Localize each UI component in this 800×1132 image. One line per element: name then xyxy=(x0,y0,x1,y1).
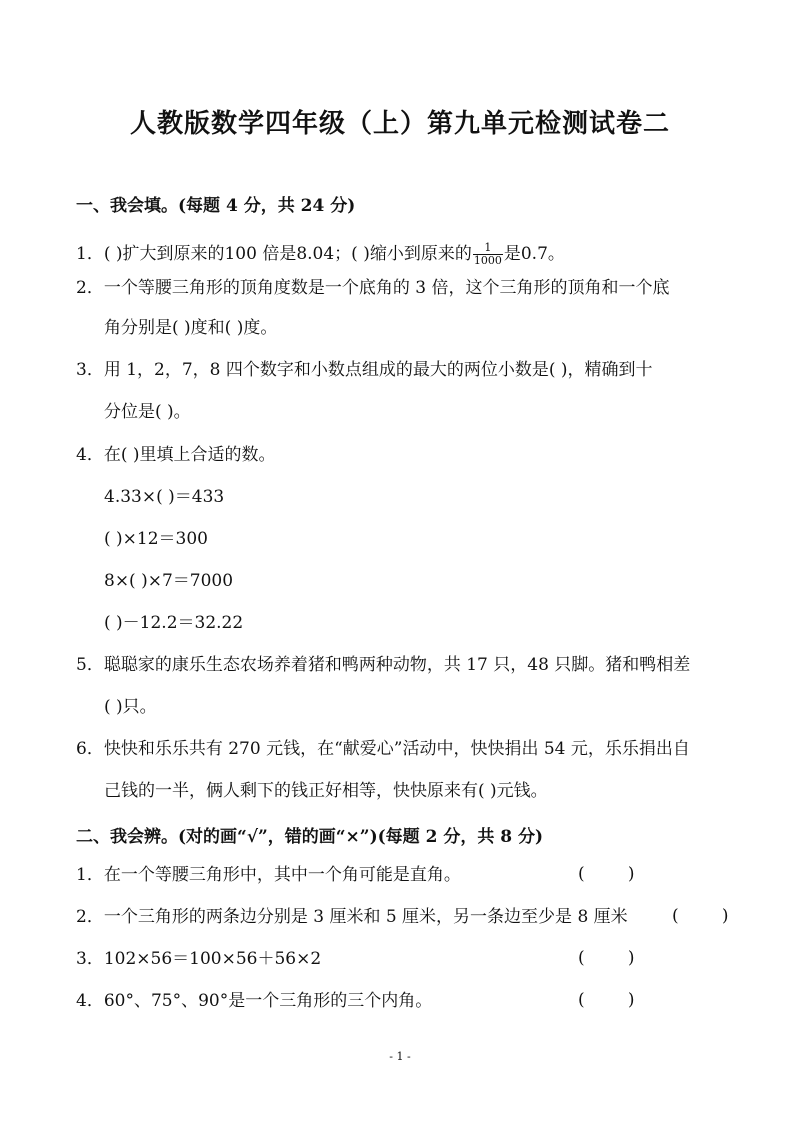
question-1-5-line2: ( )只。 xyxy=(104,697,157,717)
fraction-denominator: 1000 xyxy=(473,254,502,267)
question-2-3-answer-blank: ( ) xyxy=(578,948,635,968)
fraction-1-over-1000 xyxy=(473,242,503,267)
question-2-1-answer-blank: ( ) xyxy=(578,864,635,884)
question-2-4: 4．60°、75°、90°是一个三角形的三个内角。 xyxy=(76,991,433,1011)
page-number: - 1 - xyxy=(389,1050,411,1063)
question-1-4-equation-2: ( )×12＝300 xyxy=(104,529,208,549)
question-1-1-text-b: 是0.7。 xyxy=(503,244,565,264)
question-2-4-answer-blank: ( ) xyxy=(578,990,635,1010)
question-2-3: 3．102×56＝100×56＋56×2 xyxy=(76,949,322,969)
page-title: 人教版数学四年级（上）第九单元检测试卷二 xyxy=(129,109,670,139)
question-1-1-text-a: 1．( )扩大到原来的100 倍是8.04；( )缩小到原来的 xyxy=(76,244,472,264)
question-1-2-line2: 角分别是( )度和( )度。 xyxy=(104,318,278,338)
question-1-4-equation-4: ( )－12.2＝32.22 xyxy=(104,613,244,633)
section-1-heading: 一、我会填。(每题 4 分，共 24 分) xyxy=(76,196,356,216)
question-2-2-answer-blank: ( ) xyxy=(672,906,729,926)
question-1-6-line2: 己钱的一半，俩人剩下的钱正好相等，快快原来有( )元钱。 xyxy=(104,781,548,801)
section-2-heading: 二、我会辨。(对的画“√”，错的画“×”)(每题 2 分，共 8 分) xyxy=(76,827,544,847)
question-1-3-line1: 3．用 1，2，7，8 四个数字和小数点组成的最大的两位小数是( )，精确到十 xyxy=(76,360,653,380)
question-1-5-line1: 5．聪聪家的康乐生态农场养着猪和鸭两种动物，共 17 只，48 只脚。猪和鸭相差 xyxy=(76,655,691,675)
question-1-4: 4．在( )里填上合适的数。 xyxy=(76,445,276,465)
question-1-1 xyxy=(76,242,565,267)
fraction-numerator: 1 xyxy=(484,241,492,254)
question-1-2-line1: 2．一个等腰三角形的顶角度数是一个底角的 3 倍，这个三角形的顶角和一个底 xyxy=(76,278,670,298)
question-2-2: 2．一个三角形的两条边分别是 3 厘米和 5 厘米，另一条边至少是 8 厘米 xyxy=(76,907,628,927)
question-1-6-line1: 6．快快和乐乐共有 270 元钱，在“献爱心”活动中，快快捐出 54 元，乐乐捐出自 xyxy=(76,739,690,759)
question-1-3-line2: 分位是( )。 xyxy=(104,402,191,422)
question-1-4-equation-3: 8×( )×7＝7000 xyxy=(104,571,234,591)
question-1-4-equation-1: 4.33×( )＝433 xyxy=(104,487,225,507)
question-2-1: 1．在一个等腰三角形中，其中一个角可能是直角。 xyxy=(76,865,461,885)
